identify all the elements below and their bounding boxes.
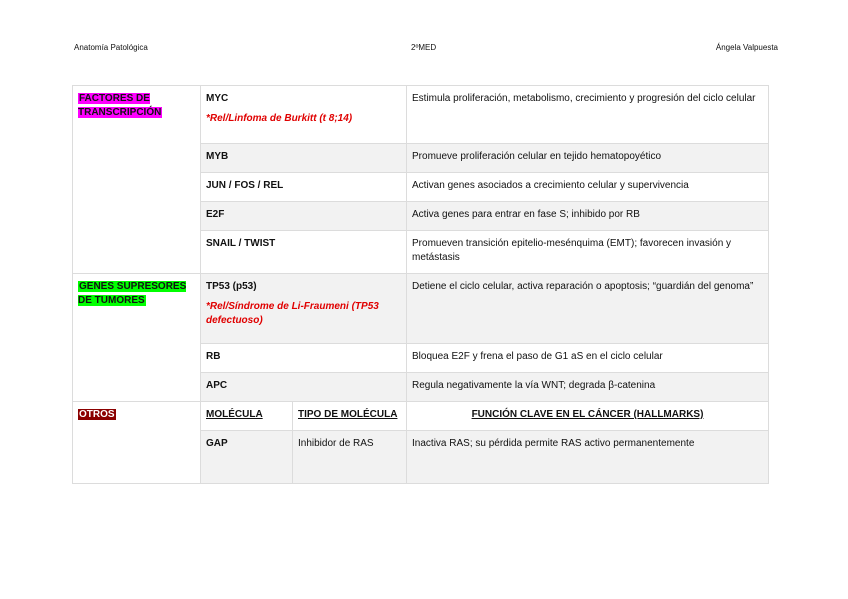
gene-name: MYC: [206, 93, 229, 104]
function-cell: Promueven transición epitelio-mesénquima (EMT); favorecen invasión y metástasis: [407, 231, 769, 274]
clinical-note: *Rel/Síndrome de Li-Fraumeni (TP53 defectuoso): [206, 301, 379, 326]
gene-name: MYB: [201, 144, 407, 173]
column-header-key-function: FUNCIÓN CLAVE EN EL CÁNCER (HALLMARKS): [407, 402, 769, 431]
table-row: [73, 402, 769, 431]
table-row: [73, 274, 769, 344]
function-cell: Activan genes asociados a crecimiento celular y supervivencia: [407, 173, 769, 202]
gene-name: TP53 (p53): [206, 281, 257, 292]
category-tumor-suppressors: GENES SUPRESORES DE TUMORES: [78, 281, 187, 306]
function-cell: Regula negativamente la vía WNT; degrada β-catenina: [407, 373, 769, 402]
category-cell: [73, 402, 201, 484]
header-author: Ángela Valpuesta: [715, 43, 778, 52]
molecule-name: GAP: [201, 431, 293, 484]
header-course: 2ºMED: [411, 43, 437, 52]
category-transcription-factors: FACTORES DE TRANSCRIPCIÓN: [78, 93, 162, 118]
category-cell: [73, 86, 201, 274]
function-cell: Activa genes para entrar en fase S; inhibido por RB: [407, 202, 769, 231]
category-others: OTROS: [79, 409, 115, 420]
function-cell: Bloquea E2F y frena el paso de G1 aS en el ciclo celular: [407, 344, 769, 373]
header-subject: Anatomía Patológica: [74, 43, 148, 52]
oncogenes-table: [72, 85, 769, 484]
gene-name: APC: [201, 373, 407, 402]
molecule-type: Inhibidor de RAS: [293, 431, 407, 484]
category-cell: [73, 274, 201, 402]
function-cell: Promueve proliferación celular en tejido hematopoyético: [407, 144, 769, 173]
function-cell: Inactiva RAS; su pérdida permite RAS activo permanentemente: [407, 431, 769, 484]
table-row: [73, 86, 769, 144]
gene-name: RB: [201, 344, 407, 373]
gene-name: SNAIL / TWIST: [201, 231, 407, 274]
column-header-molecule-type: TIPO DE MOLÉCULA: [293, 402, 407, 431]
function-cell: Detiene el ciclo celular, activa reparación o apoptosis; “guardián del genoma”: [407, 274, 769, 344]
gene-cell: [201, 86, 407, 144]
gene-name: JUN / FOS / REL: [201, 173, 407, 202]
clinical-note: *Rel/Linfoma de Burkitt (t 8;14): [206, 113, 353, 124]
function-cell: Estimula proliferación, metabolismo, crecimiento y progresión del ciclo celular: [407, 86, 769, 144]
gene-name: E2F: [201, 202, 407, 231]
column-header-molecule: MOLÉCULA: [201, 402, 293, 431]
gene-cell: [201, 274, 407, 344]
